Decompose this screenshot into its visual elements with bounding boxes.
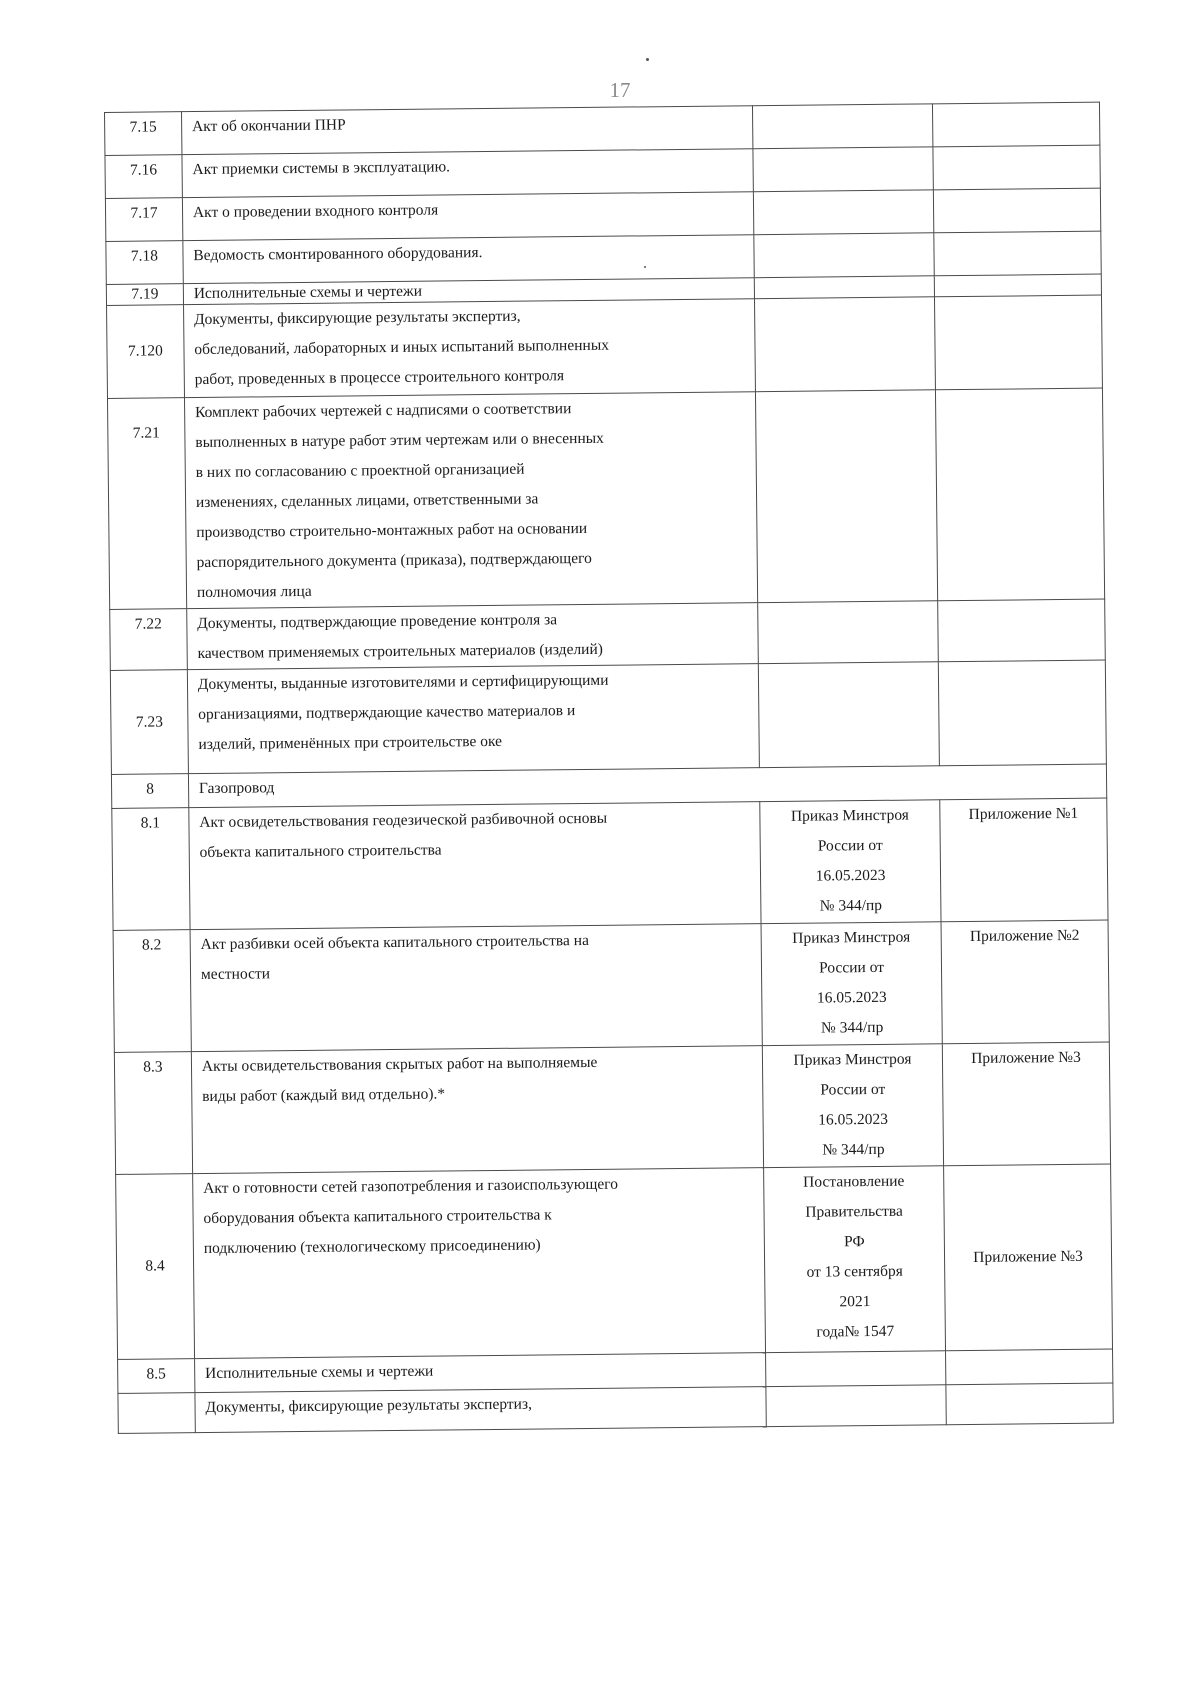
row-title [189, 802, 761, 930]
row-title-line: Документы, подтверждающие проведение контроля за [197, 611, 558, 633]
row-title-line: Акт разбивки осей объекта капитального строительства на [200, 931, 590, 954]
row-appendix [936, 388, 1105, 601]
row-title [181, 106, 752, 155]
row-basis-line: России от [818, 958, 885, 977]
row-appendix [938, 599, 1106, 662]
row-title-line: Акт об окончании ПНР [191, 116, 346, 136]
row-title-line: работ, проведенных в процессе строительного контроля [194, 367, 565, 389]
row-title [190, 924, 762, 1052]
row-basis-line: № 344/пр [819, 896, 883, 915]
row-appendix: Приложение №3 [942, 1042, 1110, 1166]
row-title-line: Исполнительные схемы и чертежи [193, 282, 423, 303]
row-number: 8.1 [112, 808, 190, 931]
document-sheet [104, 102, 1114, 1434]
table-row [110, 599, 1106, 670]
row-basis-line: от 13 сентября [806, 1262, 903, 1281]
row-appendix [934, 231, 1101, 276]
table-row [113, 920, 1109, 1052]
row-basis [753, 190, 934, 235]
row-basis-line: Приказ Минстроя [792, 928, 911, 947]
row-number: 7.22 [110, 609, 188, 671]
row-basis [761, 922, 942, 1046]
row-title [187, 603, 759, 670]
row-number [118, 1393, 195, 1434]
row-number: 7.15 [105, 112, 182, 156]
row-title-line: Акты освидетельствования скрытых работ на выполняемые [201, 1053, 598, 1076]
row-title-line: в них по согласованию с проектной организацией [195, 460, 525, 482]
row-appendix [934, 274, 1101, 297]
row-title-line: Комплект рабочих чертежей с надписями о соответствии [194, 400, 572, 422]
row-title-line: изменениях, сделанных лицами, ответственными за [195, 490, 539, 512]
row-title-line: изделий, применённых при строительстве оке [198, 732, 503, 754]
table-row [114, 1042, 1110, 1174]
row-title [183, 299, 755, 398]
row-basis-line: России от [820, 1080, 886, 1099]
row-appendix [933, 145, 1100, 190]
row-basis [753, 147, 934, 192]
row-basis-line: Приказ Минстроя [790, 806, 909, 825]
row-basis-line: № 344/пр [820, 1018, 884, 1037]
row-basis [758, 662, 939, 768]
row-number: 7.120 [107, 305, 185, 399]
row-appendix: Приложение №1 [940, 798, 1108, 922]
row-title-line: Документы, выданные изготовителями и сертифицирующими [197, 671, 609, 694]
row-number: 8 [111, 774, 188, 809]
row-title [184, 392, 757, 609]
row-title-line: Акт о проведении входного контроля [192, 201, 439, 222]
row-number: 7.18 [106, 241, 183, 285]
row-basis [762, 1044, 943, 1168]
row-basis-line: Приказ Минстроя [793, 1050, 912, 1069]
row-title-line: качеством применяемых строительных материалов (изделий) [197, 640, 603, 663]
row-title-line: Документы, фиксирующие результаты экспертиз, [193, 307, 521, 329]
row-title-line: производство строительно-монтажных работ на основании [196, 519, 588, 542]
row-appendix: Приложение №2 [941, 920, 1109, 1044]
row-basis-line: Постановление [803, 1172, 905, 1191]
row-number: 8.4 [116, 1174, 195, 1360]
scan-speck [646, 58, 649, 61]
row-basis-line: России от [817, 836, 883, 855]
table-row [112, 798, 1108, 930]
row-appendix: Приложение №3 [944, 1164, 1113, 1351]
row-basis [752, 104, 933, 149]
row-appendix [946, 1349, 1113, 1385]
table-row [116, 1164, 1113, 1359]
row-title-line: виды работ (каждый вид отдельно).* [202, 1085, 446, 1106]
table-row [107, 295, 1103, 398]
row-title-line: Акт о готовности сетей газопотребления и газоиспользующего [203, 1175, 619, 1198]
row-title-line: оборудования объекта капитального строительства к [203, 1206, 552, 1228]
row-appendix [946, 1383, 1113, 1425]
row-appendix [933, 102, 1100, 147]
row-basis-line: 16.05.2023 [818, 1110, 889, 1129]
row-title-line: Акт освидетельствования геодезической разбивочной основы [199, 809, 608, 832]
row-basis-line: года№ 1547 [816, 1322, 895, 1341]
row-basis-line: РФ [843, 1233, 865, 1251]
row-basis-line: 2021 [839, 1293, 871, 1311]
row-number: 7.17 [105, 198, 182, 242]
row-basis-line: 16.05.2023 [815, 866, 886, 885]
row-title-line: Акт приемки системы в эксплуатацию. [192, 158, 451, 179]
row-basis [758, 601, 939, 664]
table-row [110, 660, 1106, 774]
row-title [192, 1168, 765, 1359]
row-number: 8.3 [114, 1052, 192, 1175]
documents-table [104, 102, 1114, 1434]
row-basis [764, 1166, 946, 1353]
row-title-line: Документы, фиксирующие результаты экспертиз, [205, 1395, 533, 1417]
row-basis [760, 800, 941, 924]
row-basis [754, 297, 935, 392]
row-title-line: объекта капитального строительства [199, 841, 442, 862]
row-title-line: распорядительного документа (приказа), подтверждающего [196, 549, 592, 572]
row-title [182, 192, 753, 241]
row-title [182, 149, 753, 198]
row-title [191, 1046, 763, 1174]
row-title [183, 235, 754, 284]
row-number: 7.23 [110, 670, 188, 775]
row-title-line: местности [200, 965, 271, 984]
row-basis [755, 390, 937, 603]
row-title [195, 1387, 766, 1433]
page-number: 17 [609, 78, 631, 102]
row-title-line: выполненных в натуре работ этим чертежам или о внесенных [195, 429, 604, 452]
row-title-line: Исполнительные схемы и чертежи [205, 1362, 434, 1383]
row-appendix [933, 188, 1100, 233]
row-number: 7.19 [106, 284, 183, 306]
row-title-line: Газопровод [198, 779, 275, 798]
row-number: 7.16 [105, 155, 182, 199]
row-basis-line: Правительства [805, 1202, 903, 1221]
row-basis-line: 16.05.2023 [816, 988, 887, 1007]
row-title [187, 664, 759, 774]
row-basis [754, 276, 934, 299]
row-title-line: организациями, подтверждающие качество материалов и [198, 702, 576, 724]
row-title-line: обследований, лабораторных и иных испытаний выполненных [194, 336, 610, 359]
row-basis [754, 233, 935, 278]
row-number: 7.21 [108, 398, 187, 610]
row-title-line: полномочия лица [196, 582, 312, 602]
row-title-line: Ведомость смонтированного оборудования. [193, 244, 483, 265]
table-body [105, 102, 1114, 1433]
row-title-line: подключению (технологическому присоединению) [203, 1236, 541, 1258]
row-basis [765, 1351, 945, 1387]
table-row [108, 388, 1105, 609]
row-number: 8.5 [118, 1359, 195, 1394]
row-appendix [938, 660, 1106, 766]
row-basis-line: № 344/пр [822, 1140, 885, 1159]
row-number: 8.2 [113, 930, 191, 1053]
row-basis [766, 1385, 947, 1427]
row-appendix [935, 295, 1103, 390]
